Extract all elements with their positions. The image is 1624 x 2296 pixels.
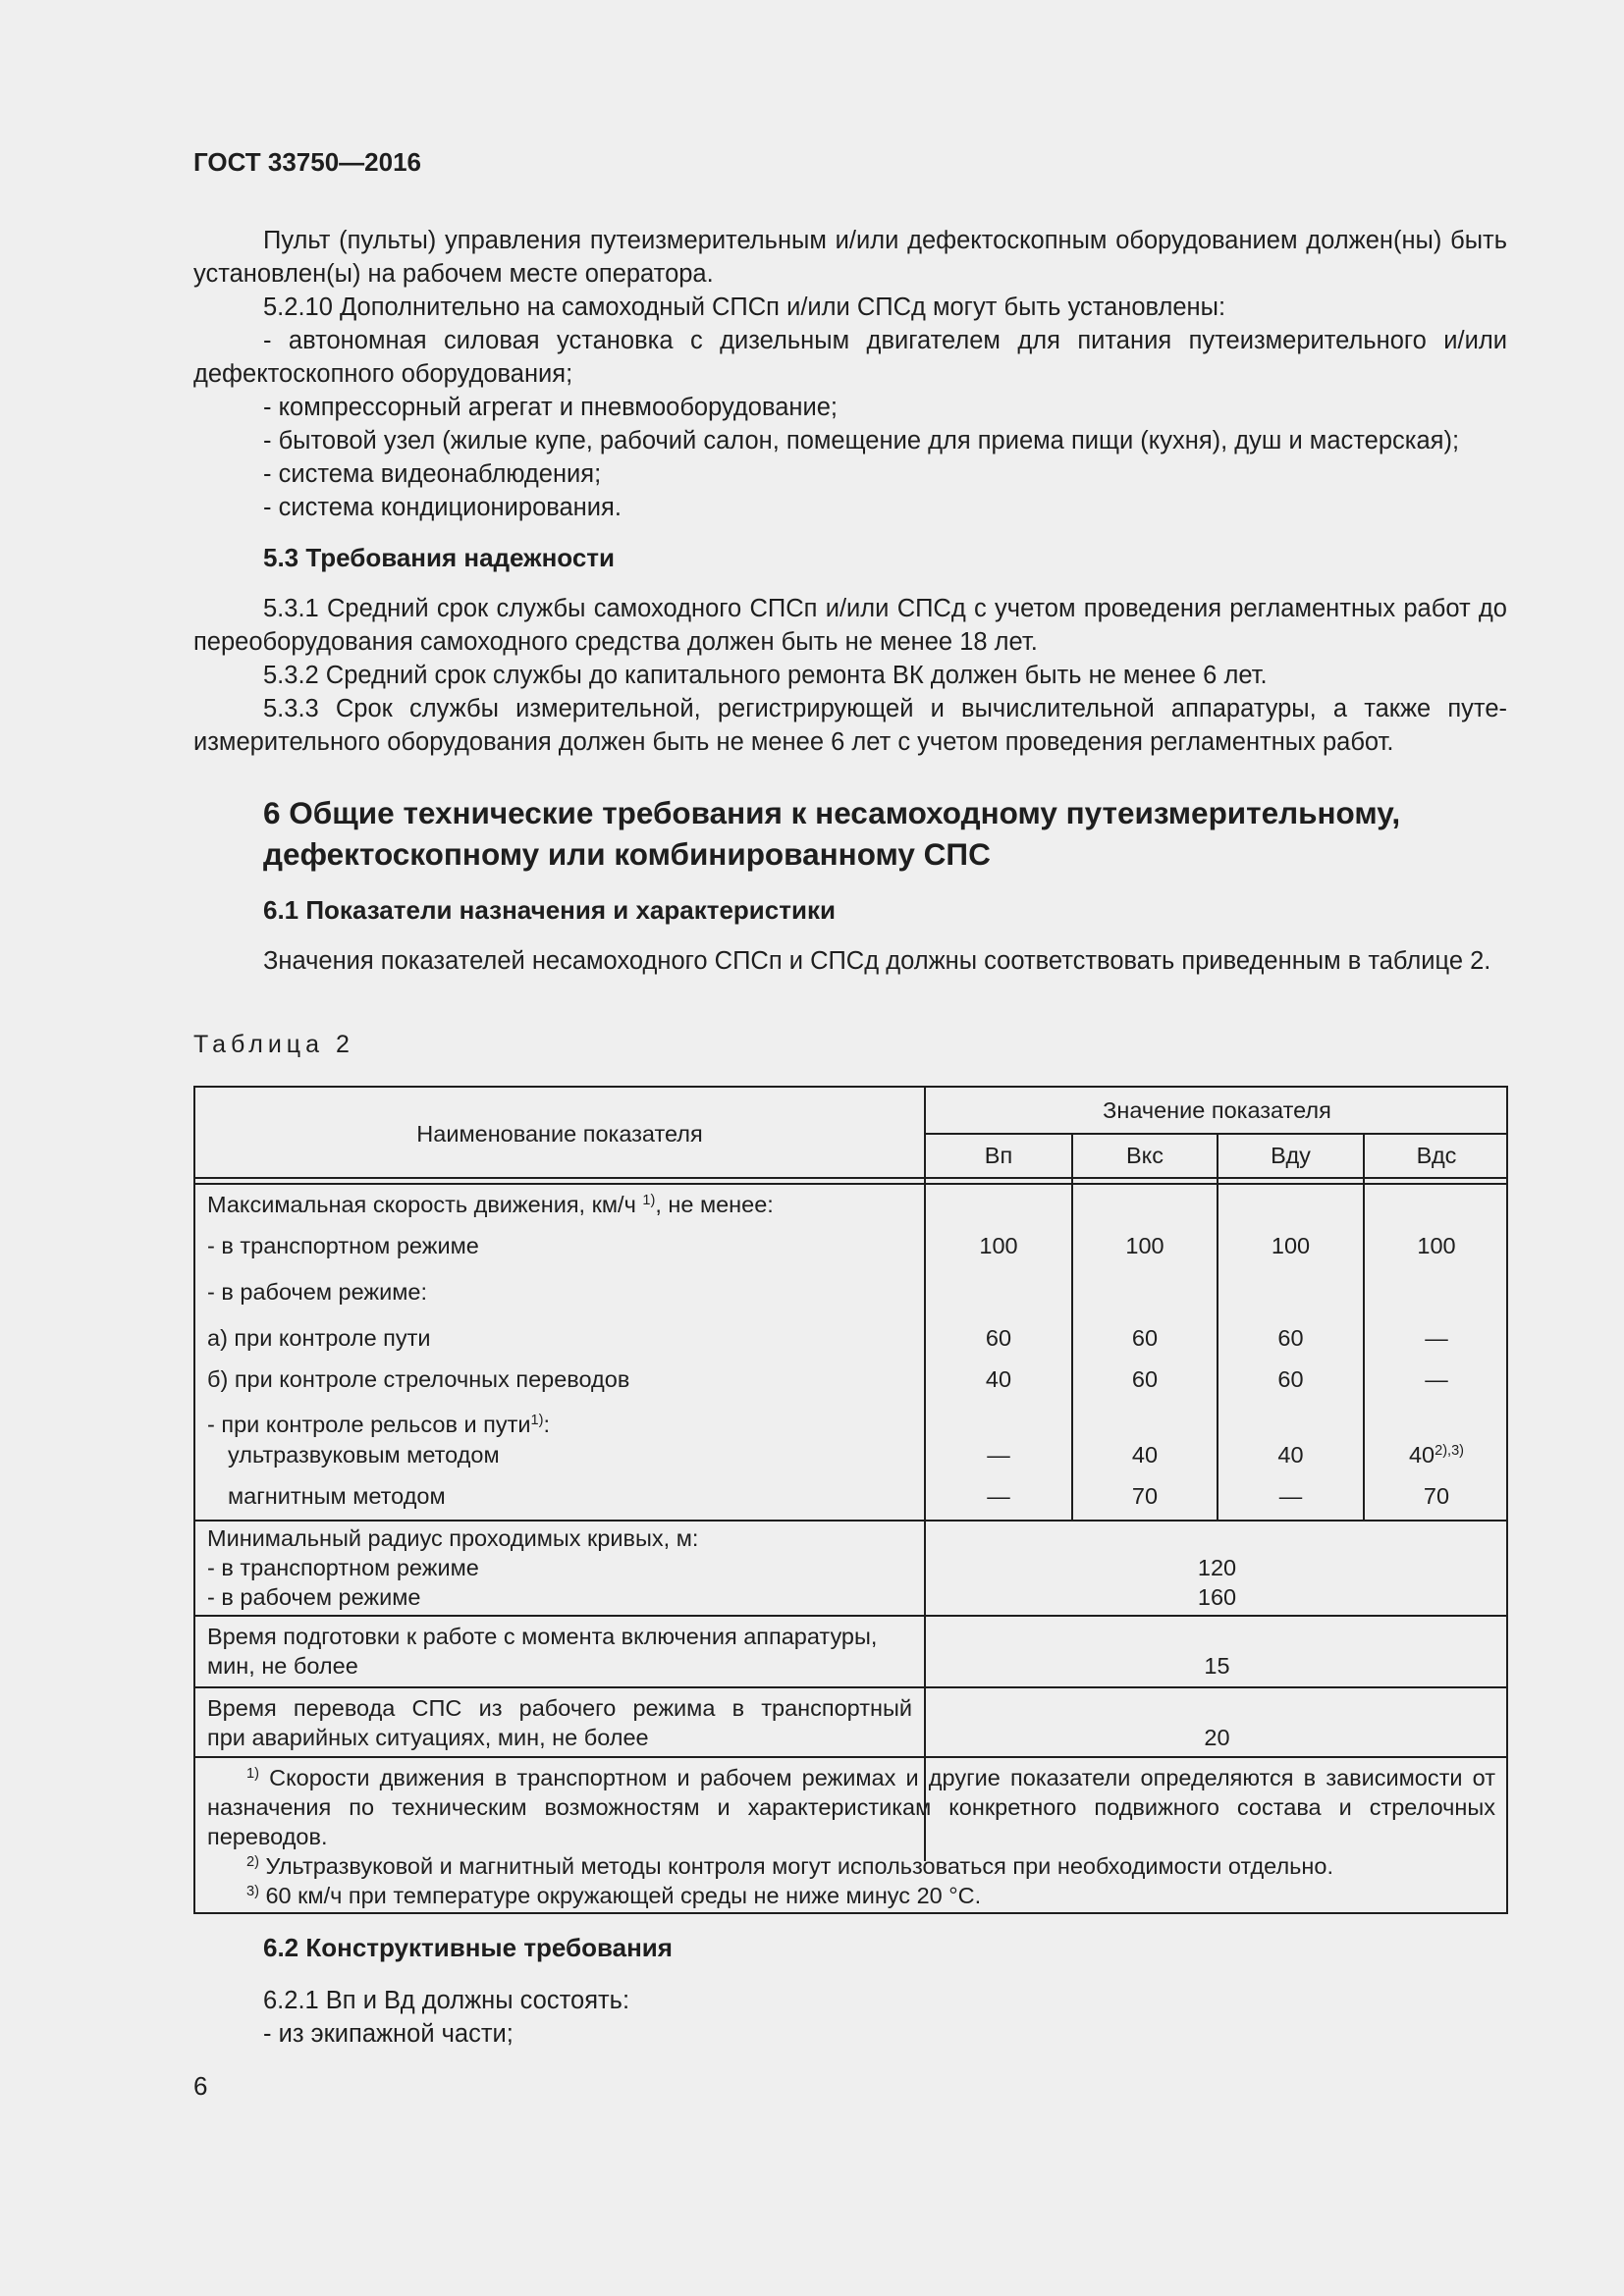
table-cell: 60 [985, 1325, 1012, 1351]
row-label-work-mode: - в рабочем режиме: [207, 1279, 427, 1305]
row-label-transport-mode: - в транспортном режиме [207, 1233, 479, 1258]
paragraph-control-panel: Пульт (пульты) управления путеизмерительным и/или дефектоскопным оборудованием должен(ны) быть установлен(ы) на рабочем месте оператора. [193, 227, 1507, 288]
row-label-switch-control: б) при контроле стрелочных переводов [207, 1366, 630, 1392]
document-code-header: ГОСТ 33750—2016 [193, 147, 421, 177]
table-cell: 60 [1131, 1325, 1159, 1351]
table-cell: — [987, 1483, 1010, 1509]
column-header-value: Значение показателя [1103, 1097, 1331, 1123]
paragraph-6-1: Значения показателей несамоходного СПСп и СПСд должны соответствовать приведенным в таблице 2. [263, 947, 1491, 975]
table-cell: 100 [1271, 1233, 1311, 1258]
column-header-vp: Вп [984, 1143, 1013, 1168]
table-footnote-1: $^{1)}$ Скорости движения в транспортном и рабочем режимах и другие показатели определяются в зависимости от назначения по техническим возможностям и характеристикам конкретного подвижного состава и стрелочных переводов. [207, 1765, 1495, 1849]
list-item: - система кондиционирования. [263, 494, 622, 521]
paragraph-5-3-2: 5.3.2 Средний срок службы до капитального ремонта ВК должен быть не менее 6 лет. [263, 662, 1268, 689]
table-2 [193, 1086, 1508, 1914]
table-cell: 60 [1277, 1366, 1304, 1392]
row-label-radius-transport: - в транспортном режиме [207, 1555, 479, 1580]
table-cell: 100 [979, 1233, 1018, 1258]
paragraph-5-3-3: 5.3.3 Срок службы измерительной, регистрирующей и вычислительной аппаратуры, а также путе-измерительного оборудования должен быть не менее 6 лет с учетом проведения регламентных работ. [193, 695, 1507, 756]
row-label-min-radius: Минимальный радиус проходимых кривых, м: [207, 1525, 699, 1551]
column-header-vds: Вдс [1416, 1143, 1457, 1168]
table-cell: — [1425, 1366, 1448, 1392]
paragraph-5-3-1: 5.3.1 Средний срок службы самоходного СПСп и/или СПСд с учетом проведения регламентных работ до переоборудования самоходного средства должен быть не менее 18 лет. [193, 595, 1507, 656]
section-6-2-title: 6.2 Конструктивные требования [263, 1933, 673, 1962]
row-label-ultrasonic: ультразвуковым методом [228, 1442, 500, 1468]
table-cell: — [1425, 1325, 1448, 1351]
row-label-max-speed: Максимальная скорость движения, км/ч $^{1)}$, не менее: [207, 1192, 774, 1217]
paragraph-5-2-10 [193, 291, 1507, 324]
row-label-switchover-cont: при аварийных ситуациях, мин, не более [207, 1725, 649, 1750]
row-label-magnetic: магнитным методом [228, 1483, 446, 1509]
clause-number: 5.2.10 [263, 294, 333, 321]
table-cell: 160 [1197, 1584, 1237, 1610]
row-label-track-control: а) при контроле пути [207, 1325, 431, 1351]
table-cell: — [1278, 1483, 1303, 1509]
table-footnote-3: $^{3)}$ 60 км/ч при температуре окружающей среды не ниже минус 20 °С. [246, 1883, 982, 1908]
table-cell: 100 [1417, 1233, 1456, 1258]
clause-text: Дополнительно на самоходный СПСп и/или СПСд могут быть установлены: [332, 294, 1226, 321]
table-cell: — [987, 1442, 1010, 1468]
list-item: - компрессорный агрегат и пневмооборудование; [263, 394, 839, 421]
column-header-vdu: Вду [1271, 1143, 1311, 1168]
table-cell: 60 [1277, 1325, 1304, 1351]
table-cell: 40 [1131, 1442, 1159, 1468]
table-footnote-2: $^{2)}$ Ультразвуковой и магнитный методы контроля могут использоваться при необходимости отдельно. [246, 1853, 1333, 1879]
table-cell: 100 [1125, 1233, 1164, 1258]
table-cell: 70 [1423, 1483, 1450, 1509]
section-6-title: 6 Общие технические требования к несамоходному путеизмерительному, дефектоскопному или комбинированному СПС [263, 795, 1401, 872]
table-cell: 20 [1204, 1725, 1230, 1750]
table-cell: 40 [985, 1366, 1012, 1392]
table-cell: 40 [1277, 1442, 1304, 1468]
table-cell: 15 [1204, 1653, 1230, 1679]
list-item: - система видеонаблюдения; [263, 460, 602, 488]
table-cell: $40^{2),3)}$ [1408, 1442, 1465, 1468]
list-item: - автономная силовая установка с дизельным двигателем для питания путеизмерительного и/или дефектоскопного оборудования; [193, 327, 1507, 388]
paragraph-6-2-1: 6.2.1 Вп и Вд должны состоять: [263, 1987, 630, 2014]
section-5-3-title: 5.3 Требования надежности [263, 543, 616, 572]
table-caption: Таблица 2 [193, 1031, 354, 1058]
list-item: - бытовой узел (жилые купе, рабочий салон, помещение для приема пищи (кухня), душ и мастерская); [263, 427, 1460, 454]
row-label-prep-time-cont: мин, не более [207, 1653, 358, 1679]
row-label-radius-work: - в рабочем режиме [207, 1584, 421, 1610]
column-header-vks: Вкс [1126, 1143, 1164, 1168]
table-cell: 70 [1131, 1483, 1159, 1509]
table-cell: 60 [1131, 1366, 1159, 1392]
table-cell: 120 [1197, 1555, 1237, 1580]
column-header-name: Наименование показателя [416, 1121, 703, 1147]
row-label-rail-control: - при контроле рельсов и пути$^{1)}$: [207, 1412, 551, 1437]
row-label-switchover: Время перевода СПС из рабочего режима в транспортный [207, 1695, 912, 1721]
list-item: - из экипажной части; [263, 2020, 514, 2048]
row-label-prep-time: Время подготовки к работе с момента включения аппаратуры, [207, 1624, 878, 1649]
page-number: 6 [193, 2071, 208, 2101]
section-6-1-title: 6.1 Показатели назначения и характеристики [263, 895, 836, 925]
